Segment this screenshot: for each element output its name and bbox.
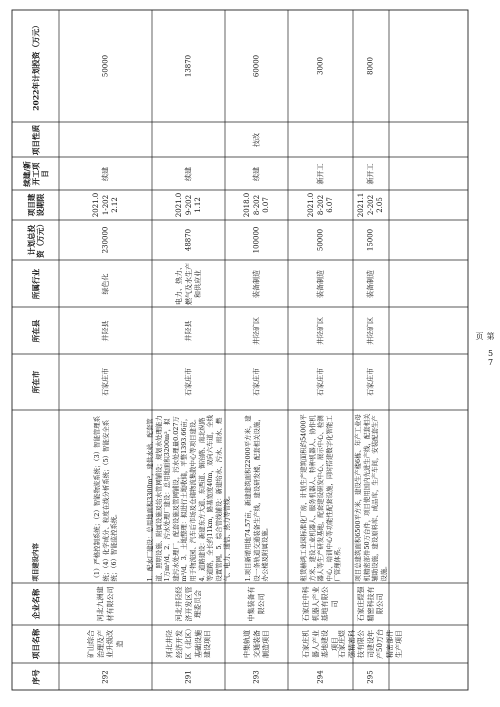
row-294-investment-2022: 3000 xyxy=(315,57,324,75)
row-294-status-cell xyxy=(289,157,352,190)
row-291-city-cell xyxy=(153,354,224,410)
header-city: 所在市 xyxy=(31,370,40,394)
row-291-content: 1．配水厂建设：总用地面积3300m²，建供水站、配套管道、照明设施、附属设施及给水管网铺设；规划水处理能力1万m³/d。2．污水处理厂建设：总用地面积3200m²，拟建污水处理厂，配套设施及管网铺设，污水处理量0.027万m³/d。3．土地整理：拟进行土地收储，平整1393.66亩，用于物流园、汽车后市场及仓储物流集散中心等项目建设。4．道路建设：新建东方大道、东西道、铜冶路、南北纵路等道路，全长约11km，路基宽度40m，双向六车道，全线设置管网。5．综合管线铺设：新建给水、污水、雨水、燃气、电力、通信、热力等管线。 xyxy=(145,414,231,581)
row-292-city-cell xyxy=(60,354,151,410)
row-294-county: 井陉矿区 xyxy=(315,316,324,345)
row-292-project-name: 矿山综合治理及产业升级改造 xyxy=(86,630,123,658)
row-294-industry: 装备制造 xyxy=(315,269,324,298)
row-291-investment-2022: 13870 xyxy=(183,54,192,78)
row-292-city: 石家庄市 xyxy=(100,368,109,396)
row-291-period: 2021.09-2021.12 xyxy=(174,192,202,218)
row-292-industry-cell xyxy=(60,260,151,307)
row-295-city-cell xyxy=(354,354,388,410)
header-industry-cell xyxy=(12,260,59,307)
row-292-total-investment: 230000 xyxy=(100,226,109,254)
header-total-investment-cell xyxy=(12,220,59,260)
row-291-project-name-cell xyxy=(153,625,224,663)
row-293-content: 1.项目新增用地74.57亩，新建建筑面积22000平方米，建设一条轨道交通装备生产线，建设研发楼，配套相关设施，办公楼及附属设施。 xyxy=(243,414,269,581)
row-291-investment-2022-cell xyxy=(153,10,224,122)
header-content-cell xyxy=(12,410,59,583)
row-291-industry-cell xyxy=(153,260,224,307)
row-292-total-investment-cell xyxy=(60,220,151,260)
row-295-company: 石家庄煜强精密科技有限公司 xyxy=(356,586,384,622)
header-county-cell xyxy=(12,307,59,354)
row-293-project-name-cell xyxy=(226,625,287,663)
row-292-company: 河北九洲建材有限公司 xyxy=(96,586,114,622)
row-291-county-cell xyxy=(153,307,224,354)
header-county: 所在县 xyxy=(31,319,40,342)
row-294-total-investment: 50000 xyxy=(315,228,324,252)
row-294-period-cell xyxy=(289,190,352,220)
row-293-period: 2018.08-2020.07 xyxy=(242,192,270,218)
row-295-content-cell xyxy=(354,410,388,583)
row-295-status-cell xyxy=(354,157,388,190)
row-292-content: （1）严格控制系统；（2）智能物流系统；（3）智能管理系统；（4）化学成分、粒度在线分析系统；（5）智能安全系统；（6）智能监控系统。 xyxy=(92,415,118,581)
row-293-status-cell xyxy=(226,157,287,190)
row-294-status: 新开工 xyxy=(315,163,324,184)
row-291-seq-cell xyxy=(153,663,224,690)
header-total-investment: 计划总投资（万元） xyxy=(26,220,45,258)
row-294-project-name: 石家庄机器人产业基地建设项目 xyxy=(301,630,338,658)
row-293-total-investment: 100000 xyxy=(251,226,260,254)
row-294-industry-cell xyxy=(289,260,352,307)
row-293-investment-2022: 60000 xyxy=(251,54,260,78)
row-293-county-cell xyxy=(226,307,287,354)
header-period-cell xyxy=(12,190,59,220)
row-291-project-name: 河北井陉经济开发区（北区）基础设施建设项目 xyxy=(164,628,211,660)
row-293-seq-cell xyxy=(226,663,287,690)
row-294-content: 租赁赫鸿工业园标准化厂房，计划生产建筑面积约54000平方米，建设工业机器人、服务机器人、特种机器人、协作机器人等生产研发基地，配套建设研发中心、展示中心、检测中心、培训中心等功能性配套设施，同时搭建数字化智能工厂管理体系。 xyxy=(299,413,342,581)
header-project-name-cell xyxy=(12,625,59,663)
row-292-county-cell xyxy=(60,307,151,354)
row-295-project-name-cell xyxy=(337,625,403,663)
row-291-content-cell xyxy=(145,410,231,583)
header-seq-cell xyxy=(12,663,59,690)
row-293-company-cell xyxy=(226,583,287,625)
row-295-investment-2022: 8000 xyxy=(366,57,375,75)
header-company: 企业名称 xyxy=(31,588,40,620)
row-293-seq: 293 xyxy=(251,669,260,684)
row-293-investment-2022-cell xyxy=(226,10,287,122)
row-294-company: 石家庄中科机器人产业基地有限公司 xyxy=(301,586,338,622)
row-293-period-cell xyxy=(226,190,287,220)
row-292-project-name-cell xyxy=(60,625,151,663)
header-company-cell xyxy=(12,583,59,625)
row-293-county: 井陉矿区 xyxy=(251,316,260,345)
row-295-content: 项目总建筑面积6500平方米，建设生产楼6栋、年产工业母机精密部件50万台件，项目使用国内先进生产线，配套相关辅助设施，建设原料库、成品库，生产车间，安装配套生产设施。 xyxy=(353,413,388,581)
row-295-county-cell xyxy=(354,307,388,354)
row-291-city: 石家庄市 xyxy=(183,368,192,396)
row-295-total-investment-cell xyxy=(354,220,388,260)
header-investment-2022: 2022年计划投资（万元） xyxy=(31,21,40,111)
row-293-status: 续建 xyxy=(251,166,260,181)
row-292-company-cell xyxy=(60,583,151,625)
row-293-nature-cell xyxy=(226,122,287,157)
row-294-city: 石家庄市 xyxy=(315,368,324,396)
row-295-seq: 295 xyxy=(366,669,375,684)
header-seq: 序号 xyxy=(31,668,40,685)
row-291-industry: 电力、热力、燃气及水生产和供应业 xyxy=(174,262,202,305)
row-295-county: 井陉矿区 xyxy=(366,316,375,345)
row-295-company-cell xyxy=(354,583,388,625)
row-292-seq: 292 xyxy=(100,669,109,684)
row-292-investment-2022: 50000 xyxy=(100,54,109,78)
row-291-company: 河北井陉经济开发区管理委员会 xyxy=(174,586,202,622)
row-294-city-cell xyxy=(289,354,352,410)
row-294-seq-cell xyxy=(289,663,352,690)
header-status-cell xyxy=(12,157,59,190)
row-295-industry-cell xyxy=(354,260,388,307)
row-295-investment-2022-cell xyxy=(354,10,388,122)
row-292-investment-2022-cell xyxy=(60,10,151,122)
row-293-city-cell xyxy=(226,354,287,410)
row-292-county: 井陉县 xyxy=(100,320,109,341)
row-292-period: 2021.01-2022.12 xyxy=(91,192,119,218)
row-295-seq-cell xyxy=(354,663,388,690)
row-294-total-investment-cell xyxy=(289,220,352,260)
row-291-total-investment: 48870 xyxy=(183,228,192,252)
header-period: 项目建设期限 xyxy=(26,193,45,217)
row-291-total-investment-cell xyxy=(153,220,224,260)
row-291-period-cell xyxy=(153,190,224,220)
row-295-total-investment: 15000 xyxy=(366,228,375,252)
row-291-county: 井陉县 xyxy=(183,320,192,341)
row-294-seq: 294 xyxy=(315,669,324,684)
row-293-content-cell xyxy=(226,410,287,583)
header-content: 项目建设内容 xyxy=(31,542,40,581)
row-293-industry: 装备制造 xyxy=(251,269,260,298)
header-nature: 项目性质 xyxy=(31,124,40,155)
row-294-company-cell xyxy=(289,583,352,625)
page-footer: 第 57 页 xyxy=(475,332,495,367)
row-292-industry: 绿色化 xyxy=(100,273,109,294)
row-293-company: 中集装备有限公司 xyxy=(247,586,265,622)
row-292-status-cell xyxy=(60,157,151,190)
row-294-period: 2021.08-2026.07 xyxy=(306,192,334,218)
row-293-industry-cell xyxy=(226,260,287,307)
row-293-nature: 技改 xyxy=(251,132,260,147)
row-292-seq-cell xyxy=(60,663,151,690)
header-nature-cell xyxy=(12,122,59,157)
row-292-period-cell xyxy=(60,190,151,220)
row-294-investment-2022-cell xyxy=(289,10,352,122)
row-291-seq: 291 xyxy=(183,669,192,684)
row-292-status: 续建 xyxy=(100,166,109,181)
row-295-period-cell xyxy=(354,190,388,220)
row-293-city: 石家庄市 xyxy=(251,368,260,396)
header-industry: 所属行业 xyxy=(31,268,40,299)
row-295-city: 石家庄市 xyxy=(366,368,375,396)
row-293-project-name: 中集轨道交通装备制造项目 xyxy=(242,630,270,658)
row-295-industry: 装备制造 xyxy=(366,269,375,298)
row-295-period: 2021.12-2022.05 xyxy=(356,192,384,218)
header-city-cell xyxy=(12,354,59,410)
row-295-project-name: 石家庄煜强精密科技有限公司建设年产50万台精密部件生产项目 xyxy=(337,629,403,659)
row-291-status-cell xyxy=(153,157,224,190)
row-295-status: 新开工 xyxy=(366,163,375,184)
header-project-name: 项目名称 xyxy=(31,628,40,660)
header-investment-2022-cell xyxy=(12,10,59,122)
row-292-content-cell xyxy=(60,410,151,583)
row-291-company-cell xyxy=(153,583,224,625)
row-291-status: 续建 xyxy=(183,166,192,181)
row-294-content-cell xyxy=(289,410,352,583)
row-293-total-investment-cell xyxy=(226,220,287,260)
header-status: 续建/新开工项目 xyxy=(22,160,49,187)
row-294-county-cell xyxy=(289,307,352,354)
